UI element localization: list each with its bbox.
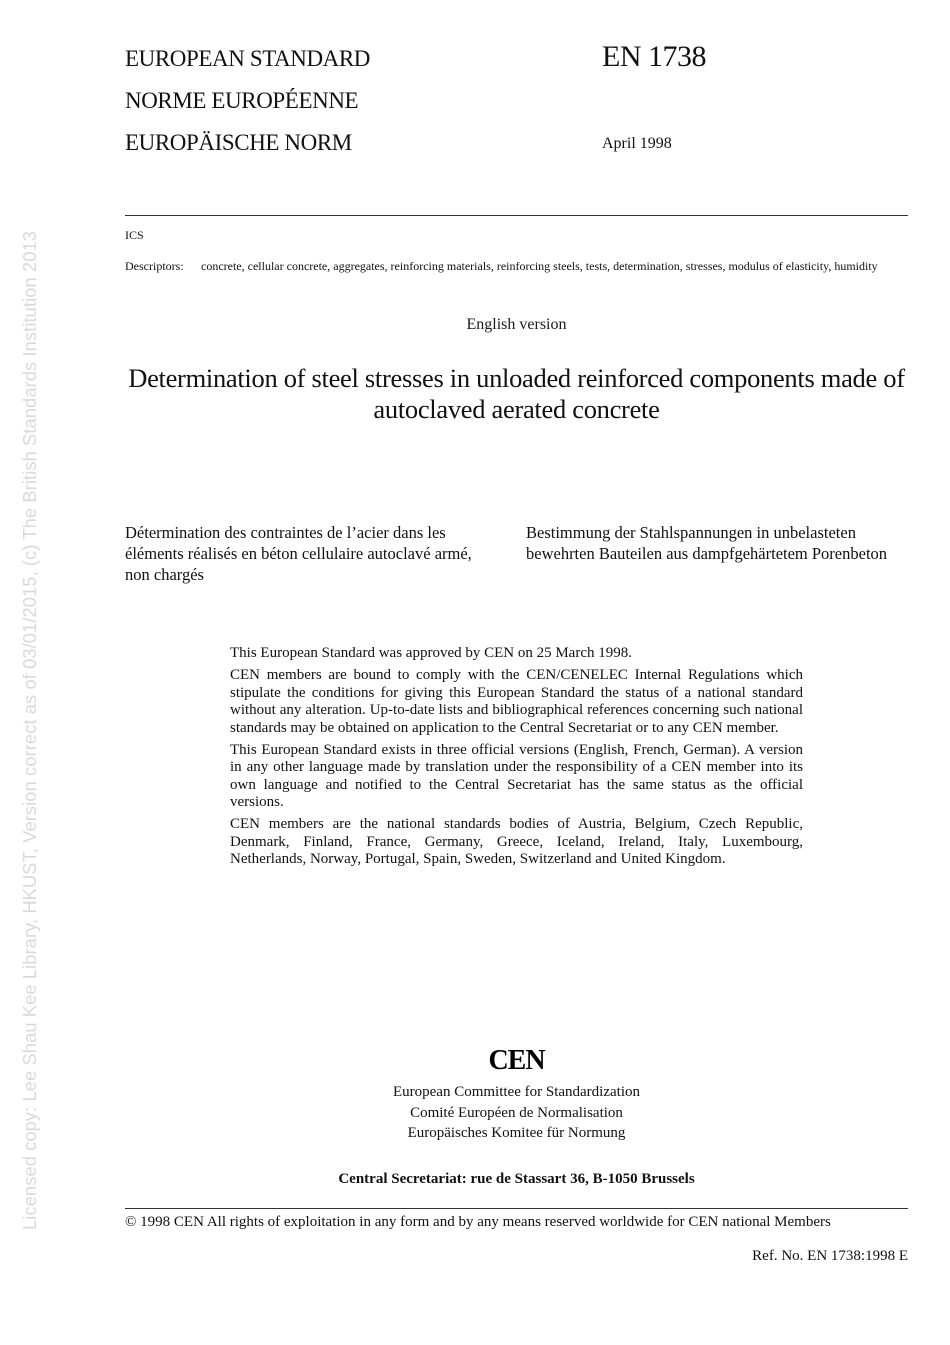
german-title: Bestimmung der Stahlspannungen in unbelasteten bewehrten Bauteilen aus dampfgehärtetem Porenbeton (526, 523, 888, 563)
descriptors-label: Descriptors: (125, 259, 184, 273)
header-divider (125, 215, 908, 216)
header-european-standard: EUROPEAN STANDARD (125, 46, 371, 71)
header-norme-europeenne: NORME EUROPÉENNE (125, 88, 359, 113)
compliance-paragraph: CEN members are bound to comply with the CEN/CENELEC Internal Regulations which stipulate the conditions for giving this European Standard the status of a national standard without any alteration. Up-to-date lists and bibliographical references concerning such national standards may be obtained on application to the Central Secretariat or to any CEN member. (230, 667, 803, 736)
cen-name-french: Comité Européen de Normalisation (410, 1105, 623, 1121)
ics-label: ICS (125, 228, 144, 242)
cen-name-english: European Committee for Standardization (392, 1084, 640, 1100)
approval-paragraph: This European Standard was approved by CEN on 25 March 1998. (230, 645, 632, 661)
footer-divider (125, 1208, 908, 1209)
document-title: Determination of steel stresses in unloaded reinforced components made of autoclaved aerated concrete (128, 363, 905, 424)
english-version-label: English version (466, 316, 567, 333)
reference-number: Ref. No. EN 1738:1998 E (752, 1248, 908, 1264)
cen-name-german: Europäisches Komitee für Normung (407, 1125, 626, 1141)
header-europaische-norm: EUROPÄISCHE NORM (125, 130, 352, 155)
copyright-notice: © 1998 CEN All rights of exploitation in any form and by any means reserved worldwide for CEN national Members (125, 1214, 831, 1230)
cen-logo: CEN (488, 1045, 545, 1076)
central-secretariat-address: Central Secretariat: rue de Stassart 36, B-1050 Brussels (338, 1171, 695, 1187)
members-paragraph: CEN members are the national standards bodies of Austria, Belgium, Czech Republic, Denmark, Finland, France, Germany, Greece, Iceland, Ireland, Italy, Luxembourg, Netherlands, Norway, Portugal, Spain, Sweden, Switzerland and United Kingdom. (230, 816, 803, 867)
descriptors-text: concrete, cellular concrete, aggregates, reinforcing materials, reinforcing steels, tests, determination, stresses, modulus of elasticity, humidity (201, 259, 878, 273)
standard-number: EN 1738 (602, 40, 706, 73)
publication-date: April 1998 (602, 135, 672, 152)
license-watermark: Licensed copy: Lee Shau Kee Library, HKUST, Version correct as of 03/01/2015, (c) The British Standards Institution 2013 (19, 230, 40, 1230)
approval-notice (230, 645, 803, 873)
french-title: Détermination des contraintes de l’acier dans les éléments réalisés en béton cellulaire autoclavé armé, non chargés (125, 523, 472, 584)
versions-paragraph: This European Standard exists in three official versions (English, French, German). A version in any other language made by translation under the responsibility of a CEN member into its own language and notified to the Central Secretariat has the same status as the official versions. (230, 741, 803, 810)
